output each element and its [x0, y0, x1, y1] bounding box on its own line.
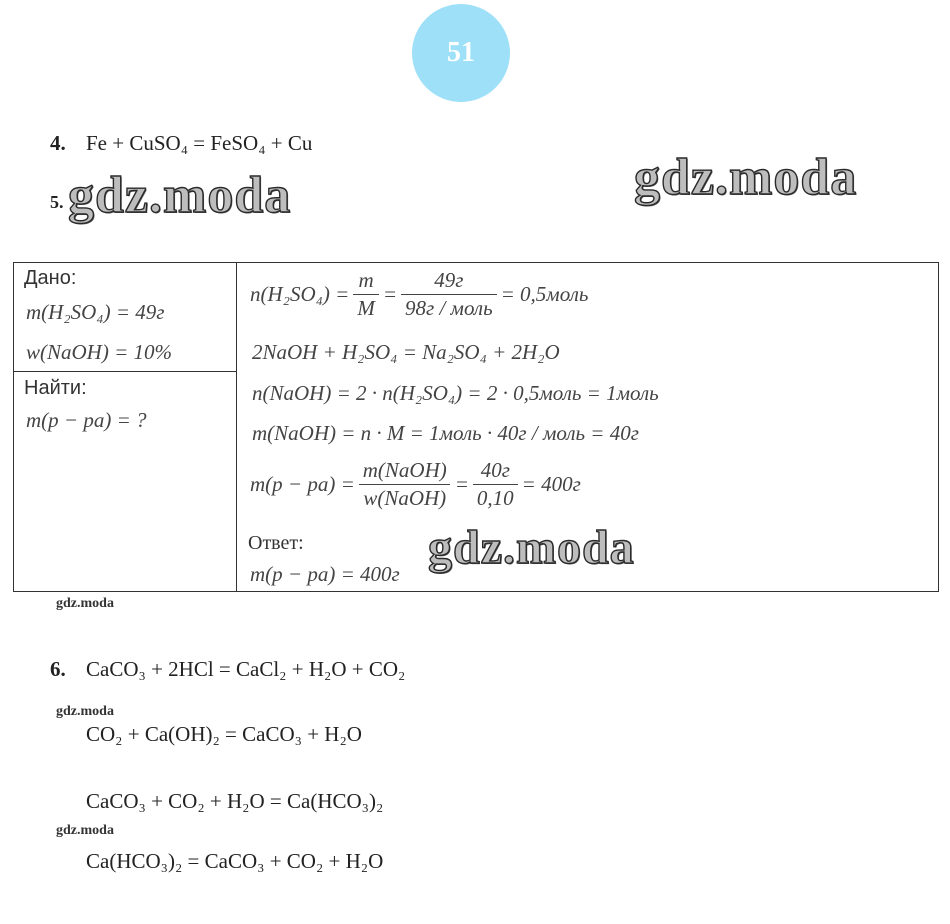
task4-equation: Fe + CuSO₄ = FeSO₄ + Cu	[86, 131, 313, 155]
find-heading: Найти:	[24, 377, 87, 399]
fraction-numerator: m	[358, 268, 374, 292]
watermark-small-2: gdz.moda	[56, 704, 114, 719]
fraction-m-over-M	[353, 268, 379, 321]
solution-line-4: m(NaOH) = n · M = 1моль · 40г / моль = 40г	[252, 421, 639, 445]
given-line-2: w(NaOH) = 10%	[26, 340, 172, 364]
table-divider-horizontal	[13, 371, 237, 372]
fraction-49-over-98	[401, 268, 497, 321]
solution-line-5-rhs: = 400г	[521, 472, 581, 496]
task6-equation-4: Ca(HCO₃)₂ = CaCO₃ + CO₂ + H₂O	[86, 849, 384, 873]
fraction-denominator: 98г / моль	[401, 294, 497, 321]
fraction-mass-over-fraction	[359, 458, 451, 511]
watermark-small-3: gdz.moda	[56, 823, 114, 838]
watermark-top-left: gdz.moda	[68, 167, 292, 224]
solution-line-5	[250, 458, 581, 511]
solution-line-5-lhs: m(p − pa) =	[250, 472, 355, 496]
fraction-numerator: 40г	[480, 458, 510, 482]
solution-line-3: n(NaOH) = 2 · n(H₂SO₄) = 2 · 0,5моль = 1моль	[252, 381, 659, 405]
given-line-1: m(H₂SO₄) = 49г	[26, 300, 165, 324]
task6-equation-2: CO₂ + Ca(OH)₂ = CaCO₃ + H₂O	[86, 722, 362, 746]
fraction-numerator: 49г	[434, 268, 464, 292]
page-number-badge	[412, 4, 510, 102]
page-number: 51	[447, 37, 475, 68]
fraction-40-over-010	[473, 458, 518, 511]
watermark-small-1: gdz.moda	[56, 596, 114, 611]
task5-number: 5.	[50, 192, 64, 212]
task4-number: 4.	[50, 131, 66, 155]
answer-value: m(p − pa) = 400г	[250, 562, 400, 586]
fraction-denominator: M	[353, 294, 379, 321]
equals-sign: =	[454, 472, 469, 496]
task6-equation-1: CaCO₃ + 2HCl = CaCl₂ + H₂O + CO₂	[86, 657, 406, 681]
table-divider-vertical	[236, 262, 237, 592]
task6-equation-3: CaCO₃ + CO₂ + H₂O = Ca(HCO₃)₂	[86, 789, 384, 813]
find-line-1: m(p − pa) = ?	[26, 408, 147, 432]
solution-line-1-rhs: = 0,5моль	[500, 282, 589, 306]
given-heading: Дано:	[24, 267, 77, 289]
fraction-numerator: m(NaOH)	[362, 458, 447, 482]
equals-sign: =	[382, 282, 398, 306]
solution-line-1	[250, 268, 588, 321]
solution-line-2: 2NaOH + H₂SO₄ = Na₂SO₄ + 2H₂O	[252, 340, 560, 364]
fraction-denominator: w(NaOH)	[359, 484, 450, 511]
solution-line-1-lhs: n(H₂SO₄) =	[250, 282, 350, 306]
fraction-denominator: 0,10	[473, 484, 518, 511]
watermark-table: gdz.moda	[428, 521, 635, 574]
watermark-top-right: gdz.moda	[634, 149, 858, 206]
task6-number: 6.	[50, 657, 66, 681]
answer-heading: Ответ:	[248, 532, 304, 554]
